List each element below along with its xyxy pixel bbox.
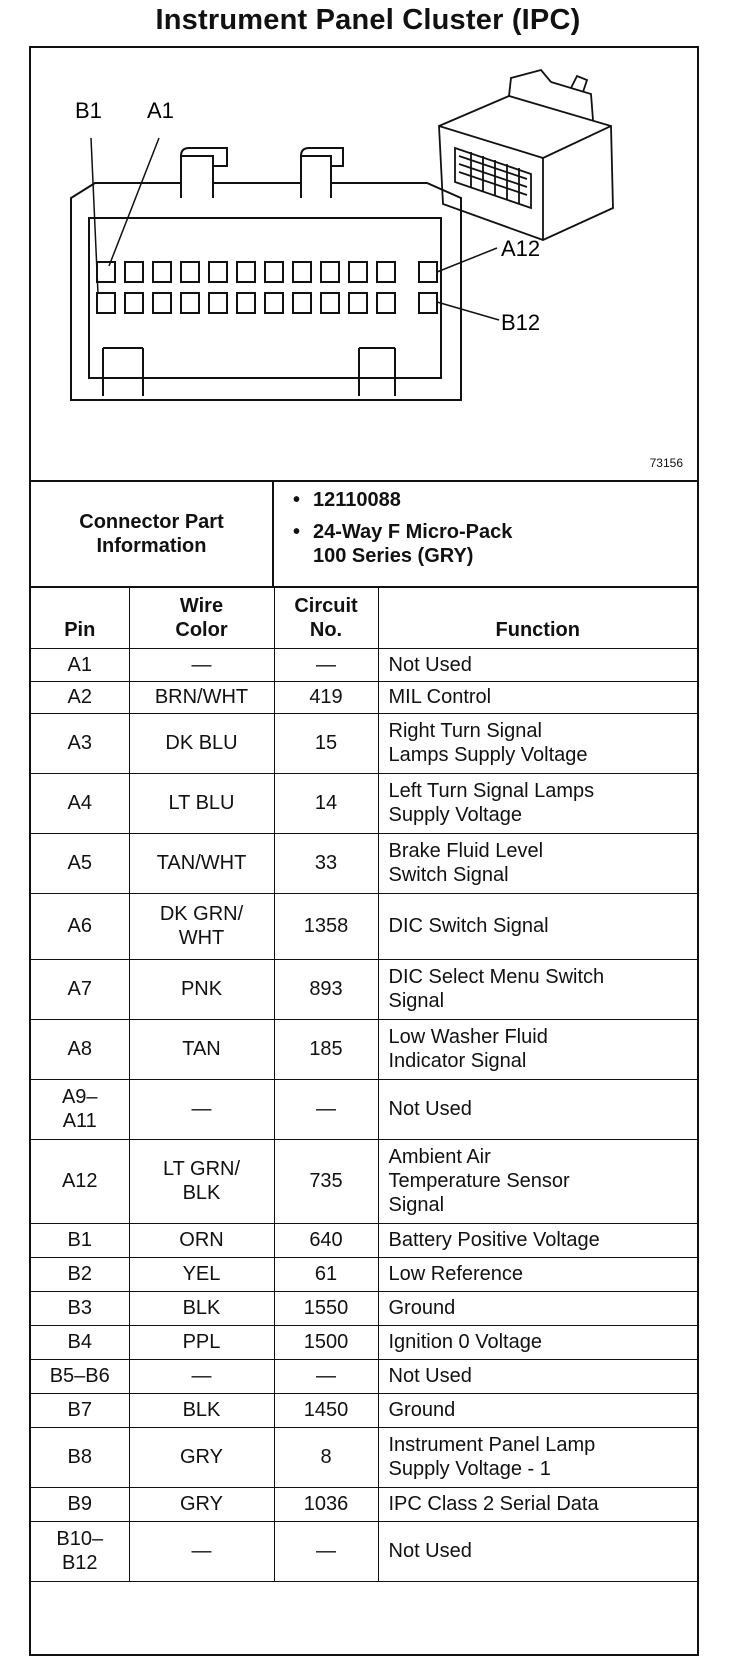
label-b1: B1 xyxy=(75,98,102,123)
function-cell-line: Signal xyxy=(388,990,445,1012)
row-a-cavities xyxy=(97,262,437,282)
connector-info-item xyxy=(293,520,693,568)
wire-color-cell-line: BLK xyxy=(182,1182,221,1204)
function-cell xyxy=(378,1223,697,1257)
pin-cell-line: B9 xyxy=(67,1493,92,1515)
function-cell-line: Switch Signal xyxy=(388,864,509,886)
circuit-cell: 1550 xyxy=(274,1291,378,1325)
table-row xyxy=(31,833,697,893)
circuit-cell: 8 xyxy=(274,1427,378,1487)
pin-cell xyxy=(31,1393,129,1427)
function-cell xyxy=(378,1079,697,1139)
wire-color-cell-line: BLK xyxy=(182,1399,221,1421)
leader-a1 xyxy=(109,138,159,266)
wire-color-cell xyxy=(129,1223,274,1257)
function-cell xyxy=(378,893,697,959)
pin-cell xyxy=(31,773,129,833)
connector-face-drawing xyxy=(31,48,697,480)
function-cell xyxy=(378,1291,697,1325)
wire-color-cell xyxy=(129,1359,274,1393)
pin-cell-line: A5 xyxy=(67,852,92,874)
pin-cell-line: A6 xyxy=(67,915,92,937)
wire-color-cell xyxy=(129,893,274,959)
pin-cell-line: A11 xyxy=(62,1110,97,1132)
connector-info-values xyxy=(293,488,693,576)
connector-info-label-line1: Connector Part xyxy=(79,511,224,533)
connector-type-line1: 24-Way F Micro-Pack xyxy=(313,521,513,543)
circuit-cell: 893 xyxy=(274,959,378,1019)
connector-part-number: 12110088 xyxy=(313,489,401,511)
header-circuit-line1: Circuit xyxy=(294,594,358,617)
table-row xyxy=(31,1359,697,1393)
connector-info-label xyxy=(31,482,274,586)
wire-color-cell-line: — xyxy=(191,653,212,676)
table-row xyxy=(31,1291,697,1325)
table-row xyxy=(31,773,697,833)
pin-cell xyxy=(31,893,129,959)
wire-color-cell xyxy=(129,713,274,773)
label-a1: A1 xyxy=(147,98,174,123)
header-circuit-no xyxy=(274,586,378,648)
circuit-cell: 33 xyxy=(274,833,378,893)
table-row xyxy=(31,1325,697,1359)
leader-a12 xyxy=(437,248,497,272)
table-row xyxy=(31,959,697,1019)
circuit-cell: 1450 xyxy=(274,1393,378,1427)
pin-cell-line: A4 xyxy=(67,792,92,814)
function-cell-line: Not Used xyxy=(388,1540,472,1562)
function-cell-line: Instrument Panel Lamp xyxy=(388,1434,596,1456)
circuit-cell: 15 xyxy=(274,713,378,773)
wire-color-cell xyxy=(129,1325,274,1359)
pin-cell xyxy=(31,1487,129,1521)
function-cell-line: Not Used xyxy=(388,1098,472,1120)
pin-cell xyxy=(31,681,129,713)
function-cell xyxy=(378,773,697,833)
circuit-cell: 1358 xyxy=(274,893,378,959)
pin-cell xyxy=(31,1139,129,1223)
pin-cell xyxy=(31,1257,129,1291)
function-cell-line: Not Used xyxy=(388,653,472,676)
function-cell-line: Low Reference xyxy=(388,1263,524,1285)
pinout-table xyxy=(31,586,697,1582)
table-row xyxy=(31,1257,697,1291)
wire-color-cell-line: DK GRN/ xyxy=(159,903,244,925)
key-right xyxy=(359,348,395,396)
connector-part-information xyxy=(31,482,697,588)
pin-cell-line: B1 xyxy=(67,1229,92,1251)
table-row xyxy=(31,681,697,713)
circuit-cell: 61 xyxy=(274,1257,378,1291)
label-a12: A12 xyxy=(501,236,541,261)
wire-color-cell-line: LT GRN/ xyxy=(162,1158,241,1180)
function-cell xyxy=(378,648,697,681)
pin-cell-line: B4 xyxy=(67,1331,92,1353)
wire-color-cell xyxy=(129,833,274,893)
header-wire-line1: Wire xyxy=(179,594,224,617)
circuit-cell: 419 xyxy=(274,681,378,713)
pin-cell-line: B2 xyxy=(67,1263,92,1285)
pin-cell-line: A3 xyxy=(67,732,92,754)
pin-cell xyxy=(31,648,129,681)
pin-cell xyxy=(31,1291,129,1325)
pin-cell-line: A1 xyxy=(67,653,92,676)
pin-cell xyxy=(31,959,129,1019)
table-row xyxy=(31,1223,697,1257)
pin-cell-line: A12 xyxy=(61,1170,98,1192)
circuit-cell: — xyxy=(274,648,378,681)
leader-b12 xyxy=(437,302,499,320)
table-row xyxy=(31,1079,697,1139)
function-cell xyxy=(378,1325,697,1359)
wire-color-cell xyxy=(129,1487,274,1521)
wire-color-cell-line: ORN xyxy=(179,1229,224,1251)
circuit-cell: 14 xyxy=(274,773,378,833)
wire-color-cell-line: — xyxy=(191,1365,212,1387)
wire-color-cell-line: YEL xyxy=(182,1263,221,1285)
header-pin: Pin xyxy=(31,586,129,648)
pin-cell xyxy=(31,713,129,773)
wire-color-cell xyxy=(129,1257,274,1291)
table-row xyxy=(31,1487,697,1521)
circuit-cell: — xyxy=(274,1521,378,1581)
pin-cell xyxy=(31,1223,129,1257)
connector-info-item xyxy=(293,488,693,512)
pin-cell xyxy=(31,1079,129,1139)
function-cell-line: Brake Fluid Level xyxy=(388,840,544,862)
function-cell xyxy=(378,1427,697,1487)
circuit-cell: 185 xyxy=(274,1019,378,1079)
wire-color-cell-line: LT BLU xyxy=(168,792,235,814)
wire-color-cell xyxy=(129,959,274,1019)
pin-cell-line: A7 xyxy=(67,978,92,1000)
pin-cell xyxy=(31,1019,129,1079)
wire-color-cell xyxy=(129,1079,274,1139)
function-cell-line: Not Used xyxy=(388,1365,472,1387)
pin-cell xyxy=(31,1521,129,1581)
pinout-rows xyxy=(31,648,697,1581)
wire-color-cell-line: DK BLU xyxy=(165,732,238,754)
wire-color-cell-line: BRN/WHT xyxy=(154,686,249,708)
circuit-cell: 735 xyxy=(274,1139,378,1223)
function-cell-line: Low Washer Fluid xyxy=(388,1026,548,1048)
wire-color-cell xyxy=(129,1427,274,1487)
wire-color-cell xyxy=(129,1521,274,1581)
header-function: Function xyxy=(378,586,697,648)
function-cell-line: Signal xyxy=(388,1194,445,1216)
function-cell xyxy=(378,833,697,893)
function-cell-line: MIL Control xyxy=(388,686,492,708)
function-cell xyxy=(378,1139,697,1223)
function-cell xyxy=(378,1487,697,1521)
table-row xyxy=(31,1393,697,1427)
table-row xyxy=(31,1427,697,1487)
connector-iso-sketch xyxy=(439,70,613,240)
function-cell xyxy=(378,959,697,1019)
function-cell xyxy=(378,1019,697,1079)
wire-color-cell-line: — xyxy=(191,1540,212,1562)
circuit-cell: 1500 xyxy=(274,1325,378,1359)
function-cell-line: Ground xyxy=(388,1297,456,1319)
pin-cell-line: A2 xyxy=(67,686,92,708)
figure-number: 73156 xyxy=(649,456,683,470)
function-cell-line: Temperature Sensor xyxy=(388,1170,570,1192)
function-cell-line: Ignition 0 Voltage xyxy=(388,1331,542,1353)
circuit-cell: — xyxy=(274,1359,378,1393)
wire-color-cell-line: TAN/WHT xyxy=(156,852,247,874)
function-cell xyxy=(378,1257,697,1291)
table-row xyxy=(31,1019,697,1079)
wire-color-cell-line: — xyxy=(191,1098,212,1120)
table-row xyxy=(31,1521,697,1581)
pin-cell xyxy=(31,833,129,893)
leader-b1 xyxy=(91,138,98,294)
wire-color-cell-line: PNK xyxy=(180,978,223,1000)
connector-diagram xyxy=(31,48,697,482)
function-cell xyxy=(378,713,697,773)
function-cell-line: Right Turn Signal xyxy=(388,720,542,742)
circuit-cell: 640 xyxy=(274,1223,378,1257)
pin-cell xyxy=(31,1325,129,1359)
table-row xyxy=(31,893,697,959)
pin-cell-line: B3 xyxy=(67,1297,92,1319)
wire-color-cell-line: GRY xyxy=(180,1493,223,1515)
wire-color-cell xyxy=(129,773,274,833)
wire-color-cell-line: TAN xyxy=(182,1038,221,1060)
function-cell-line: Left Turn Signal Lamps xyxy=(388,780,595,802)
function-cell-line: DIC Switch Signal xyxy=(388,915,549,937)
connector-sheet xyxy=(29,46,699,1656)
label-b12: B12 xyxy=(501,310,541,335)
function-cell-line: DIC Select Menu Switch xyxy=(388,966,605,988)
function-cell-line: Supply Voltage xyxy=(388,804,522,826)
wire-color-cell-line: GRY xyxy=(180,1446,223,1468)
pin-cell xyxy=(31,1359,129,1393)
pin-cell-line: B12 xyxy=(61,1552,98,1574)
function-cell-line: IPC Class 2 Serial Data xyxy=(388,1493,599,1515)
pin-cell-line: B5–B6 xyxy=(49,1365,110,1387)
wire-color-cell xyxy=(129,1019,274,1079)
circuit-cell: — xyxy=(274,1079,378,1139)
wire-color-cell xyxy=(129,1139,274,1223)
row-b-cavities xyxy=(97,293,437,313)
circuit-cell: 1036 xyxy=(274,1487,378,1521)
connector-info-label-line2: Information xyxy=(96,535,207,557)
table-row xyxy=(31,648,697,681)
wire-color-cell xyxy=(129,681,274,713)
table-row xyxy=(31,713,697,773)
bullet-dot: • xyxy=(293,521,301,543)
function-cell-line: Ground xyxy=(388,1399,456,1421)
pin-cell-line: B8 xyxy=(67,1446,92,1468)
function-cell xyxy=(378,1521,697,1581)
pin-cell-line: A8 xyxy=(67,1038,92,1060)
wire-color-cell-line: BLK xyxy=(182,1297,221,1319)
page-title: Instrument Panel Cluster (IPC) xyxy=(155,4,581,36)
wire-color-cell-line: PPL xyxy=(182,1331,221,1353)
key-left xyxy=(103,348,143,396)
function-cell xyxy=(378,1359,697,1393)
function-cell xyxy=(378,1393,697,1427)
pin-cell-line: A9– xyxy=(61,1086,98,1108)
connector-type-line2: 100 Series (GRY) xyxy=(313,545,474,567)
wire-color-cell xyxy=(129,1291,274,1325)
wire-color-cell-line: WHT xyxy=(178,927,225,949)
function-cell-line: Battery Positive Voltage xyxy=(388,1229,600,1251)
header-wire-line2: Color xyxy=(175,618,228,641)
table-row xyxy=(31,1139,697,1223)
pin-cell-line: B7 xyxy=(67,1399,92,1421)
pin-cell xyxy=(31,1427,129,1487)
function-cell-line: Supply Voltage - 1 xyxy=(388,1458,551,1480)
wire-color-cell xyxy=(129,1393,274,1427)
bullet-dot: • xyxy=(293,489,301,511)
header-circuit-line2: No. xyxy=(309,618,343,641)
function-cell-line: Indicator Signal xyxy=(388,1050,527,1072)
function-cell-line: Ambient Air xyxy=(388,1146,491,1168)
header-wire-color xyxy=(129,586,274,648)
wire-color-cell xyxy=(129,648,274,681)
function-cell-line: Lamps Supply Voltage xyxy=(388,744,588,766)
pin-cell-line: B10– xyxy=(56,1528,104,1550)
function-cell xyxy=(378,681,697,713)
